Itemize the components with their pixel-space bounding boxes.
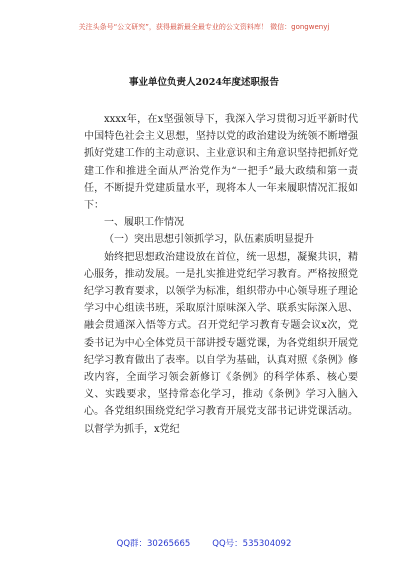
body-paragraph: 始终把思想政治建设放在首位，统一思想，凝聚共识，精心服务，推动发展。一是扎实推进党纪学习教育。严格按照党纪学习教育要求，以领学为标准，组织带办中心领导班子理论学习中心组读书班，采取原汁原味深入学、联系实际深入思、融会贯通深入悟等方式。召开党纪学习教育专题会议x次，党委书记为中心全体党员干部讲授专题党课，为各党组织开展党纪学习教育做出了表率。以自学为基础，认真对照《条例》修改内容，全面学习领会新修订《条例》的科学体系、核心要义、实践要求，坚持常态化学习，推动《条例》学习入脑入心。各党组织围绕党纪学习教育开展党支部书记讲党课活动。以督学为抓手，x党纪 (84, 251, 358, 435)
qq-number-text: QQ号：535304092 (212, 539, 292, 549)
document-title: 事业单位负责人2024年度述职报告 (129, 77, 279, 88)
intro-paragraph: xxxx年，在x坚强领导下，我深入学习贯彻习近平新时代中国特色社会主义思想，坚持以党的政治建设为统领不断增强抓好党建工作的主动意识、主业意识和主角意识坚持把抓好党建工作和推进全面从严治党作为“一把手”最大政绩和第一责任，不断提升党建质量水平，现将本人一年来履职情况汇报如下： (84, 114, 358, 212)
promo-banner: 关注头条号“公文研究”，获得最新最全最专业的公文资料库！ 微信：gongwenyj (78, 23, 330, 31)
subsection-heading: （一）突出思想引领抓学习，队伍素质明显提升 (104, 234, 314, 246)
qq-group-text: QQ群：30265665 (116, 539, 191, 549)
contact-footer (0, 538, 408, 550)
document-body (84, 111, 358, 438)
section-heading: 一、履职工作情况 (104, 217, 184, 229)
